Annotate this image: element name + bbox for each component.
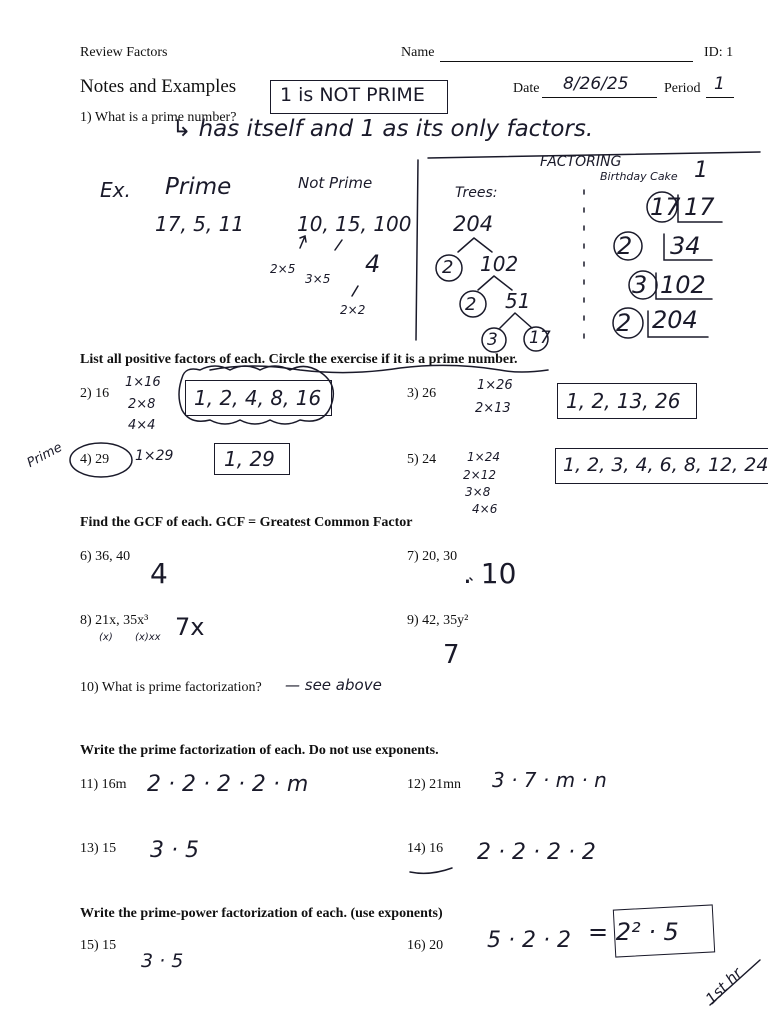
arrow <box>300 236 306 248</box>
answer-text: . 10 <box>463 557 517 590</box>
tree-node: 17 <box>529 328 551 348</box>
date-label: Date <box>513 81 540 96</box>
answer-text: 5 · 2 · 2 <box>487 928 571 953</box>
notprime-label: Not Prime <box>298 174 373 192</box>
cake-circle <box>614 232 642 260</box>
cake-circle <box>647 192 677 222</box>
work-line: 1×29 <box>135 448 174 464</box>
q1-question: 1) What is a prime number? <box>80 110 237 125</box>
answer-text: 1, 29 <box>224 447 275 471</box>
divider-vertical <box>416 160 418 340</box>
squiggle-circle <box>179 366 333 424</box>
corner-mark <box>710 960 760 1005</box>
tree-node: 2 <box>465 294 477 315</box>
factoring-title: FACTORING <box>540 154 622 170</box>
exercise-label: 14) 16 <box>407 841 444 856</box>
cake-divider <box>656 273 712 299</box>
cake-divisor: 2 <box>617 232 633 260</box>
tree-circle <box>524 327 548 351</box>
work-line: 2×8 <box>128 397 156 412</box>
exercise-label: 8) 21x, 35x³ <box>80 613 149 628</box>
page-subtitle: Notes and Examples <box>80 76 237 97</box>
cake-circle <box>629 271 657 299</box>
prime-values: 17, 5, 11 <box>155 212 245 236</box>
cake-value: 34 <box>670 232 701 260</box>
trees-label: Trees: <box>455 185 498 201</box>
section-heading: List all positive factors of each. Circle the exercise if it is a prime number. <box>80 352 518 367</box>
work-line: 4×6 <box>472 502 498 516</box>
date-value: 8/26/25 <box>563 74 629 94</box>
work-line: 1×26 <box>477 378 513 393</box>
period-value: 1 <box>714 74 725 94</box>
work-line: (x)xx <box>135 632 161 643</box>
answer-text: 3 · 5 <box>141 950 184 972</box>
cake-divider <box>678 195 722 222</box>
work-note: 2×5 <box>270 262 296 276</box>
work-line: 4×4 <box>128 418 156 433</box>
mark <box>470 578 472 580</box>
answer-text: 2 · 2 · 2 · 2 · m <box>147 772 309 797</box>
cake-circle <box>613 308 643 338</box>
q10-answer: — see above <box>285 676 382 694</box>
boxed-answer: = 2² · 5 <box>588 918 679 946</box>
answer-text: 7 <box>443 640 460 670</box>
period-label: Period <box>664 81 701 96</box>
answer-text: 1, 2, 4, 8, 16 <box>194 386 322 410</box>
q10-question: 10) What is prime factorization? <box>80 680 262 695</box>
exercise-label: 3) 26 <box>407 386 437 401</box>
cake-value: 17 <box>684 193 715 221</box>
divider-horizontal <box>428 152 760 158</box>
exercise-label: 16) 20 <box>407 938 444 953</box>
exercise-label: 15) 15 <box>80 938 117 953</box>
tree-circle <box>460 291 486 317</box>
exercise-label: 11) 16m <box>80 777 127 792</box>
work-line: 3×8 <box>465 485 491 499</box>
cake-divisor: 2 <box>616 309 632 337</box>
name-label: Name <box>401 45 435 60</box>
work-line: 2×13 <box>475 401 511 416</box>
section-heading: Find the GCF of each. GCF = Greatest Common Factor <box>80 515 413 530</box>
tree-branch <box>500 313 532 328</box>
note-box-text: 1 is NOT PRIME <box>280 84 425 106</box>
cake-value: 204 <box>652 306 698 334</box>
arrow <box>335 240 342 250</box>
work-line: 1×16 <box>125 375 161 390</box>
section-heading: Write the prime-power factorization of each. (use exponents) <box>80 906 443 921</box>
work-note: 2×2 <box>340 303 366 317</box>
birthday-cake-label: Birthday Cake <box>600 170 678 183</box>
answer-text: 4 <box>150 557 168 590</box>
exercise-label: 5) 24 <box>407 452 437 467</box>
tree-circle <box>482 328 506 352</box>
prime-circle <box>70 443 132 477</box>
mark <box>410 868 452 873</box>
arrow <box>352 286 358 296</box>
cake-divisor: 3 <box>632 271 648 299</box>
prime-note: Prime <box>24 440 65 471</box>
tree-branch <box>458 238 492 252</box>
work-line: (x) <box>99 632 113 643</box>
exercise-label: 13) 15 <box>80 841 117 856</box>
cake-top: 1 <box>694 158 708 183</box>
tree-node: 204 <box>453 212 494 236</box>
work-line: 1×24 <box>467 450 500 464</box>
work-note: 3×5 <box>305 272 331 286</box>
exercise-label: 6) 36, 40 <box>80 549 131 564</box>
prime-label: Prime <box>165 174 232 200</box>
ex-label: Ex. <box>100 178 131 202</box>
work-note: 4 <box>365 250 381 278</box>
exercise-label: 9) 42, 35y² <box>407 613 469 628</box>
exercise-label: 4) 29 <box>80 452 110 467</box>
worksheet-title: Review Factors <box>80 45 168 60</box>
cake-value: 102 <box>660 271 706 299</box>
tree-circle <box>436 255 462 281</box>
answer-text: 3 · 7 · m · n <box>492 768 607 792</box>
notprime-values: 10, 15, 100 <box>297 212 412 236</box>
cake-divider <box>664 234 712 260</box>
answer-text: 7x <box>175 613 205 641</box>
work-line: 2×12 <box>463 468 496 482</box>
answer-text: 2 · 2 · 2 · 2 <box>477 840 596 865</box>
tree-node: 102 <box>480 252 519 276</box>
exercise-label: 2) 16 <box>80 386 110 401</box>
answer-text: 1, 2, 3, 4, 6, 8, 12, 24 <box>563 454 768 476</box>
tree-branch <box>478 276 512 290</box>
q1-answer: ↳ has itself and 1 as its only factors. <box>172 116 594 142</box>
id-label: ID: 1 <box>704 45 734 60</box>
tree-node: 51 <box>505 289 531 313</box>
section-heading: Write the prime factorization of each. Do not use exponents. <box>80 743 439 758</box>
exercise-label: 7) 20, 30 <box>407 549 458 564</box>
exercise-label: 12) 21mn <box>407 777 462 792</box>
cake-divisor: 17 <box>650 193 681 221</box>
answer-text: 1, 2, 13, 26 <box>566 389 681 413</box>
cake-divider <box>648 311 708 337</box>
tree-node: 2 <box>442 257 454 278</box>
answer-text: 3 · 5 <box>150 838 199 863</box>
tree-node: 3 <box>487 330 498 350</box>
corner-note: 1st hr <box>702 964 746 1008</box>
